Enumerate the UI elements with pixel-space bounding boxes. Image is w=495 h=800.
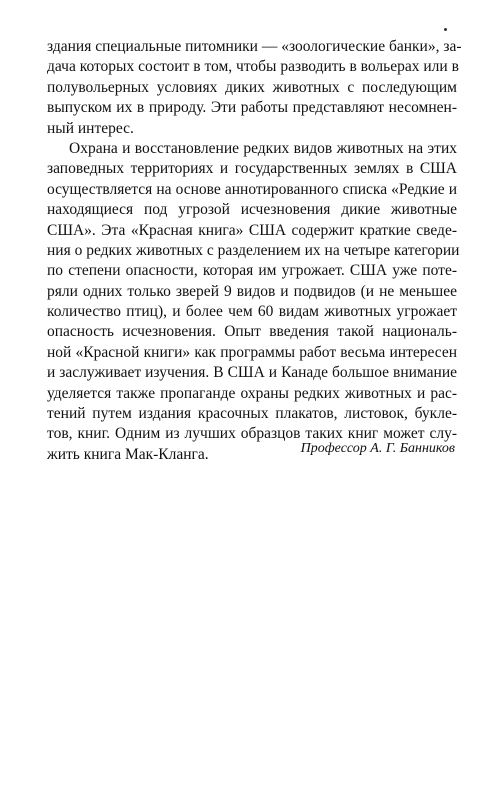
body-text xyxy=(47,37,462,465)
text-line: тений путем издания красочных плакатов, листовок, буклe- xyxy=(47,405,457,423)
text-line: ный интерес. xyxy=(47,119,134,137)
text-line: и заслуживает изучения. В США и Канаде большое внимание xyxy=(47,364,457,382)
text-line: опасность исчезновения. Опыт введения такой националь- xyxy=(47,323,457,341)
text-line: осуществляется на основе аннотированного списка «Редкие и xyxy=(47,180,457,198)
author-signature: Профессор А. Г. Банников xyxy=(300,441,455,456)
text-line: тов, книг. Одним из лучших образцов таких книг может слу- xyxy=(47,425,457,443)
print-mark xyxy=(444,28,447,31)
text-line: ния о редких животных с разделением их на четыре категории xyxy=(47,241,460,259)
text-line: дача которых состоит в том, чтобы разводить в вольерах или в xyxy=(47,58,459,76)
text-line: находящиеся под угрозой исчезновения дикие животные xyxy=(47,201,457,219)
text-line: по степени опасности, которая им угрожает. США уже поте- xyxy=(47,262,457,280)
text-line: ной «Красной книги» как программы работ весьма интересен xyxy=(47,343,457,361)
text-line: ряли одних только зверей 9 видов и подвидов (и не меньшее xyxy=(47,282,457,300)
text-line: выпуском их в природу. Эти работы представляют несомнен- xyxy=(47,99,457,117)
text-line: количество птиц), и более чем 60 видам животных угрожает xyxy=(47,303,457,321)
text-line: жить книга Мак-Кланга. xyxy=(47,445,209,463)
text-line: полувольерных условиях диких животных с последующим xyxy=(47,78,457,96)
text-line: здания специальные питомники — «зоологические банки», за- xyxy=(47,38,462,55)
text-line: США». Эта «Красная книга» США содержит краткие сведе- xyxy=(47,221,457,239)
text-line: заповедных территориях и государственных землях в США xyxy=(47,160,457,178)
text-line: Охрана и восстановление редких видов животных на этих xyxy=(69,139,457,157)
text-line: уделяется также пропаганде охраны редких животных и рас- xyxy=(47,384,457,402)
